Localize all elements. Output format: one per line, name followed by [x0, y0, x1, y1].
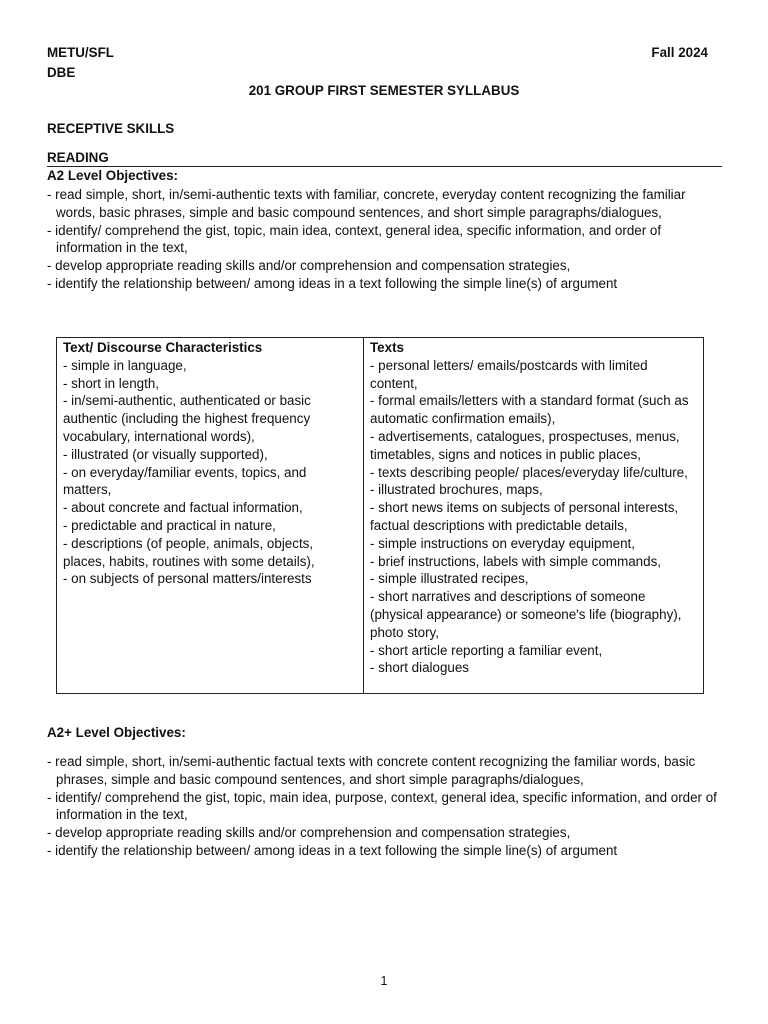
a2plus-objectives-list [47, 753, 722, 860]
table-cell-item: - illustrated brochures, maps, [370, 482, 543, 498]
list-item: - identify the relationship between/ among ideas in a text following the simple line(s) of argument [47, 275, 618, 291]
dept-name: DBE [47, 65, 76, 80]
list-item: - read simple, short, in/semi-authentic texts with familiar, concrete, everyday content recognizing the familiar words, basic phrases, simple and basic compound sentences, and short simple paragraphs/dialogues, [47, 187, 686, 220]
characteristics-table [56, 337, 704, 694]
table-cell-item: - brief instructions, labels with simple commands, [370, 553, 661, 569]
table-cell-item: - formal emails/letters with a standard format (such as automatic confirmation emails), [370, 393, 689, 427]
table-cell-item: - predictable and practical in nature, [63, 517, 276, 533]
table-cell-item: - simple instructions on everyday equipment, [370, 535, 635, 551]
characteristics-header: Text/ Discourse Characteristics [63, 340, 263, 355]
table-cell-item: - short article reporting a familiar event, [370, 642, 603, 658]
texts-header: Texts [370, 340, 404, 355]
table-cell-item: - advertisements, catalogues, prospectuses, menus, timetables, signs and notices in public places, [370, 428, 680, 462]
table-cell-item: - personal letters/ emails/postcards with limited content, [370, 357, 648, 391]
table-cell-item: - texts describing people/ places/everyday life/culture, [370, 464, 688, 480]
list-item: - develop appropriate reading skills and/or comprehension and compensation strategies, [47, 825, 571, 841]
table-cell-item: - about concrete and factual information, [63, 500, 303, 516]
reading-heading-rule [47, 149, 722, 167]
a2-objectives-list [47, 186, 722, 293]
list-item: - identify/ comprehend the gist, topic, main idea, context, general idea, specific information, and order of information in the text, [47, 222, 662, 256]
list-item: - read simple, short, in/semi-authentic factual texts with concrete content recognizing the familiar words, basic phrases, simple and basic compound sentences, and short simple paragraphs/dialogues, [47, 754, 696, 787]
list-item: - identify the relationship between/ among ideas in a text following the simple line(s) of argument [47, 842, 618, 858]
org-name: METU/SFL [47, 45, 114, 60]
table-cell-item: - in/semi-authentic, authenticated or basic authentic (including the highest frequency vocabulary, international words), [63, 393, 311, 444]
page-title: 201 GROUP FIRST SEMESTER SYLLABUS [248, 83, 520, 98]
table-cell-item: - on everyday/familiar events, topics, and matters, [63, 464, 307, 498]
table-cell-item: - simple illustrated recipes, [370, 571, 529, 587]
a2plus-objectives-title: A2+ Level Objectives: [47, 725, 186, 740]
table-cell-item: - descriptions (of people, animals, objects, places, habits, routines with some details), [63, 535, 315, 569]
a2-objectives-title: A2 Level Objectives: [47, 168, 178, 183]
table-cell-item: - illustrated (or visually supported), [63, 446, 268, 462]
table-cell-item: - on subjects of personal matters/interests [63, 571, 312, 587]
table-cell-item: - short dialogues [370, 660, 469, 676]
texts-column [364, 338, 703, 693]
section-heading: RECEPTIVE SKILLS [47, 121, 175, 136]
list-item: - develop appropriate reading skills and/or comprehension and compensation strategies, [47, 258, 571, 274]
table-cell-item: - short in length, [63, 375, 160, 391]
table-cell-item: - short news items on subjects of personal interests, factual descriptions with predictable details, [370, 500, 679, 533]
characteristics-column [57, 338, 364, 693]
header-left [47, 43, 114, 83]
list-item: - identify/ comprehend the gist, topic, main idea, purpose, context, general idea, specific information, and order of information in the text, [47, 789, 717, 823]
reading-heading: READING [47, 150, 109, 165]
table-cell-item: - simple in language, [63, 357, 187, 373]
term-label: Fall 2024 [651, 45, 708, 60]
page-number: 1 [380, 974, 388, 988]
table-cell-item: - short narratives and descriptions of someone (physical appearance) or someone's life (biography), photo story, [370, 589, 682, 640]
